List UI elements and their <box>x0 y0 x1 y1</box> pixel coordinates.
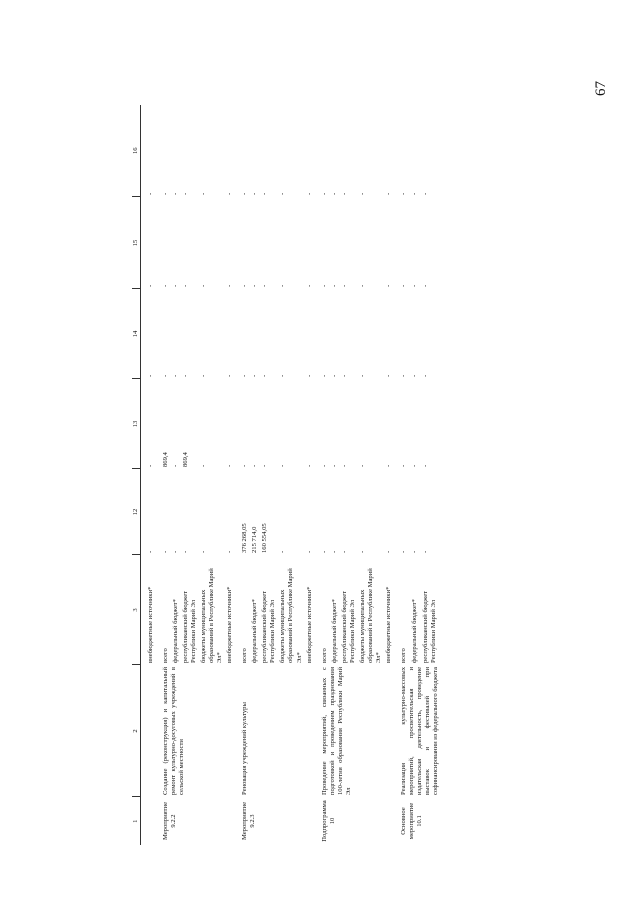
value-col-15: - <box>305 284 313 287</box>
table-row <box>141 105 157 845</box>
funding-source: бюджеты муниципальных образований в Республике Марий Эл* <box>279 568 303 663</box>
value-col-12: - <box>340 550 348 553</box>
value-col-16: - <box>200 192 208 195</box>
funding-source: всего <box>399 648 407 663</box>
value-col-16: - <box>411 192 419 195</box>
value-col-15: - <box>399 284 407 287</box>
value-col-16: - <box>330 192 338 195</box>
funding-source: всего <box>162 648 170 663</box>
value-col-16: - <box>241 192 249 195</box>
column-number-16: 16 <box>132 105 141 197</box>
value-col-13: - <box>251 464 259 467</box>
table-row <box>394 105 410 845</box>
value-col-12: - <box>182 550 190 553</box>
value-col-12: - <box>200 550 208 553</box>
table-body <box>141 105 441 845</box>
funding-source: федеральный бюджет* <box>251 599 259 663</box>
column-number-1: 1 <box>132 797 141 845</box>
value-col-16: - <box>340 192 348 195</box>
column-number-row <box>132 105 141 845</box>
value-col-16: - <box>172 192 180 195</box>
value-col-14: - <box>241 374 249 377</box>
funding-source: федеральный бюджет* <box>330 599 338 663</box>
value-col-15: - <box>320 284 328 287</box>
value-col-13: - <box>172 464 180 467</box>
value-col-13: 869,4 <box>162 452 170 467</box>
value-col-14: - <box>399 374 407 377</box>
value-col-12: - <box>422 550 430 553</box>
funding-source: внебюджетные источники* <box>384 586 392 663</box>
value-col-13: - <box>330 464 338 467</box>
funding-source: бюджеты муниципальных образований в Республике Марий Эл* <box>358 568 382 663</box>
activity-code <box>141 797 157 845</box>
funding-source: внебюджетные источники* <box>147 586 155 663</box>
value-col-13: - <box>200 464 208 467</box>
funding-source: республиканский бюджет Республики Марий Эл <box>261 590 277 663</box>
value-col-15: - <box>340 284 348 287</box>
value-col-12: - <box>279 550 287 553</box>
funding-source: республиканский бюджет Республики Марий Эл <box>422 590 438 663</box>
funding-source: республиканский бюджет Республики Марий Эл <box>340 590 356 663</box>
value-col-12: - <box>330 550 338 553</box>
column-number-12: 12 <box>132 469 141 555</box>
value-col-14: - <box>182 374 190 377</box>
activity-code: Подпрограмма 10 <box>320 800 336 842</box>
funding-source: бюджеты муниципальных образований в Республике Марий Эл* <box>200 568 224 663</box>
value-col-12: - <box>147 550 155 553</box>
value-col-13: - <box>340 464 348 467</box>
value-col-16: - <box>399 192 407 195</box>
value-col-15: - <box>200 284 208 287</box>
activity-title: Реновация учреждений культуры <box>241 702 249 795</box>
table-row <box>156 105 171 845</box>
value-col-16: - <box>305 192 313 195</box>
value-col-14: - <box>147 374 155 377</box>
activity-title: Реализация культурно-массовых мероприятий, просветительская и издательская деятельность, проведение выставок и фестивалей при софинансировании из федерального бюджета <box>399 667 439 795</box>
value-col-13: - <box>422 464 430 467</box>
value-col-16: - <box>226 192 234 195</box>
value-col-15: - <box>422 284 430 287</box>
budget-table <box>132 105 441 845</box>
value-col-15: - <box>279 284 287 287</box>
value-col-13: 869,4 <box>182 452 190 467</box>
table-row <box>315 105 330 845</box>
value-col-14: - <box>172 374 180 377</box>
value-col-12: - <box>172 550 180 553</box>
value-col-16: - <box>251 192 259 195</box>
funding-source: всего <box>241 648 249 663</box>
column-number-3: 3 <box>132 555 141 665</box>
value-col-15: - <box>162 284 170 287</box>
value-col-16: - <box>279 192 287 195</box>
funding-source: федеральный бюджет* <box>172 599 180 663</box>
value-col-13: - <box>147 464 155 467</box>
value-col-14: - <box>422 374 430 377</box>
value-col-12: 160 554,05 <box>261 523 269 553</box>
funding-source: внебюджетные источники* <box>305 586 313 663</box>
column-number-14: 14 <box>132 289 141 379</box>
column-number-2: 2 <box>132 665 141 797</box>
value-col-15: - <box>226 284 234 287</box>
activity-code: Мероприятие 9.2.2 <box>162 801 178 841</box>
value-col-16: - <box>384 192 392 195</box>
value-col-13: - <box>279 464 287 467</box>
value-col-16: - <box>147 192 155 195</box>
activity-title: Создание (реконструкция) и капитальный ремонт культурно-досуговых учреждений в сельской местности <box>162 667 186 795</box>
value-col-14: - <box>305 374 313 377</box>
value-col-14: - <box>330 374 338 377</box>
value-col-15: - <box>172 284 180 287</box>
value-col-13: - <box>241 464 249 467</box>
funding-source: всего <box>320 648 328 663</box>
value-col-16: - <box>162 192 170 195</box>
value-col-13: - <box>411 464 419 467</box>
value-col-15: - <box>358 284 366 287</box>
value-col-15: - <box>182 284 190 287</box>
value-col-12: - <box>358 550 366 553</box>
value-col-13: - <box>399 464 407 467</box>
activity-code: Основное мероприятие 10.1 <box>399 802 423 840</box>
value-col-16: - <box>320 192 328 195</box>
value-col-13: - <box>320 464 328 467</box>
value-col-14: - <box>162 374 170 377</box>
value-col-12: 376 268,05 <box>241 523 249 553</box>
value-col-13: - <box>384 464 392 467</box>
value-col-12: - <box>162 550 170 553</box>
value-col-16: - <box>358 192 366 195</box>
value-col-14: - <box>320 374 328 377</box>
column-number-15: 15 <box>132 197 141 289</box>
value-col-12: - <box>411 550 419 553</box>
value-col-13: - <box>305 464 313 467</box>
column-number-13: 13 <box>132 379 141 469</box>
value-col-14: - <box>340 374 348 377</box>
value-col-12: - <box>305 550 313 553</box>
value-col-14: - <box>411 374 419 377</box>
activity-title <box>141 665 157 797</box>
value-col-13: - <box>261 464 269 467</box>
value-col-15: - <box>261 284 269 287</box>
value-col-14: - <box>200 374 208 377</box>
value-col-15: - <box>251 284 259 287</box>
value-col-16: - <box>261 192 269 195</box>
value-col-14: - <box>358 374 366 377</box>
value-col-14: - <box>251 374 259 377</box>
value-col-16: - <box>182 192 190 195</box>
value-col-15: - <box>147 284 155 287</box>
value-col-16: - <box>422 192 430 195</box>
value-col-15: - <box>330 284 338 287</box>
funding-source: федеральный бюджет* <box>411 599 419 663</box>
page-number: 67 <box>593 81 609 96</box>
funding-source: республиканский бюджет Республики Марий Эл <box>182 590 198 663</box>
table-row <box>235 105 250 845</box>
rotated-table-wrapper <box>132 105 532 845</box>
value-col-12: - <box>226 550 234 553</box>
value-col-13: - <box>226 464 234 467</box>
value-col-14: - <box>261 374 269 377</box>
activity-title: Проведение мероприятий, связанных с подготовкой и проведением празднования 100-летия образования Республики Марий Эл <box>320 667 352 795</box>
activity-code: Мероприятие 9.2.3 <box>241 801 257 841</box>
value-col-13: - <box>358 464 366 467</box>
value-col-12: - <box>320 550 328 553</box>
value-col-15: - <box>241 284 249 287</box>
value-col-14: - <box>279 374 287 377</box>
value-col-12: 215 714,0 <box>251 526 259 553</box>
value-col-15: - <box>384 284 392 287</box>
value-col-12: - <box>384 550 392 553</box>
value-col-12: - <box>399 550 407 553</box>
funding-source: внебюджетные источники* <box>226 586 234 663</box>
value-col-14: - <box>384 374 392 377</box>
value-col-14: - <box>226 374 234 377</box>
value-col-15: - <box>411 284 419 287</box>
